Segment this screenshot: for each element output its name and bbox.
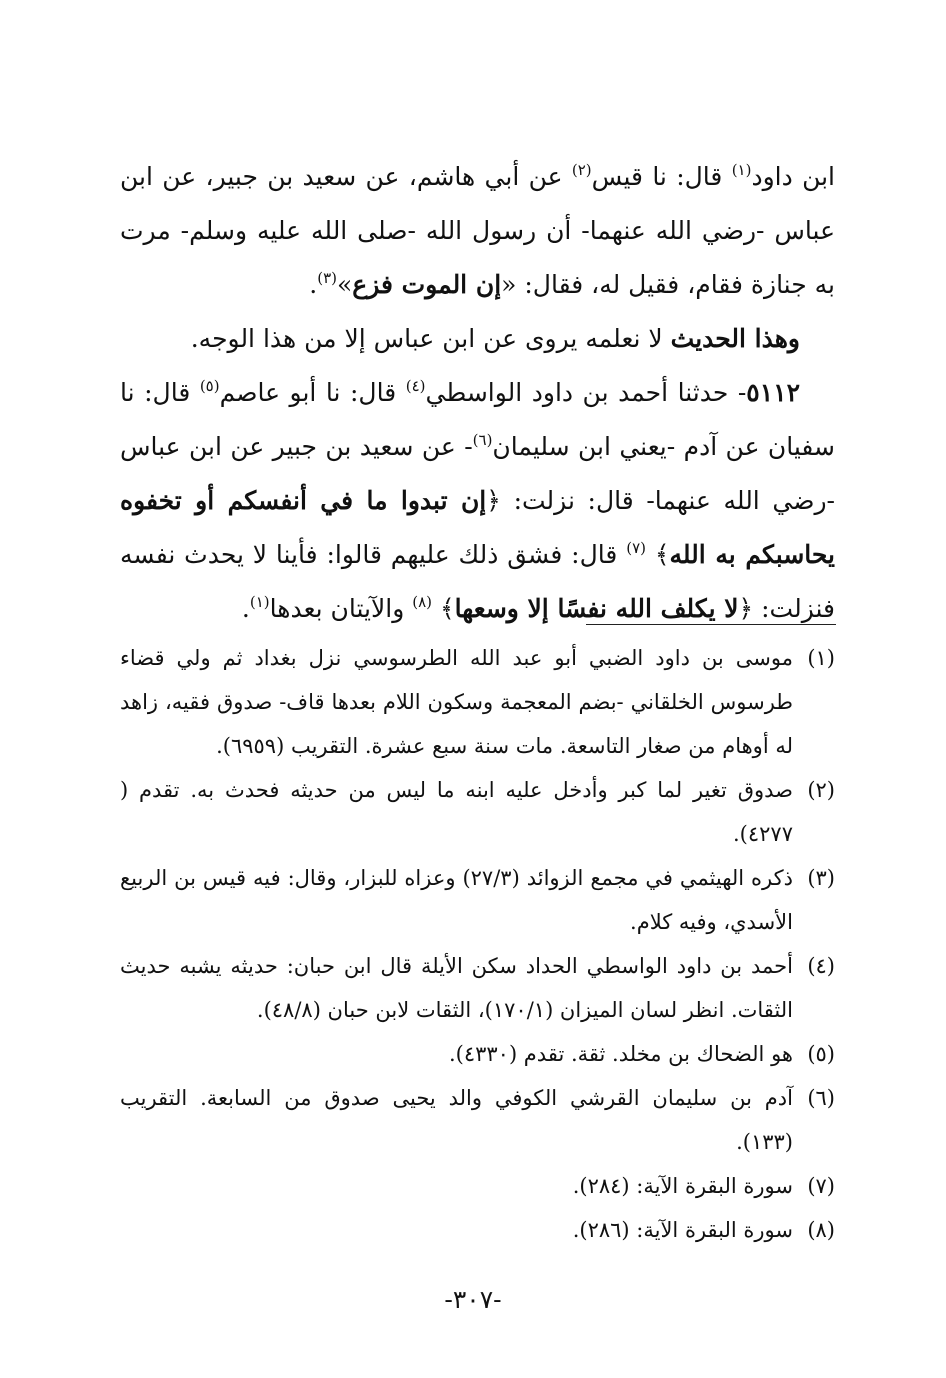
main-text [120, 150, 835, 636]
footnote [120, 636, 835, 768]
footnote-text: سورة البقرة الآية: (٢٨٤). [572, 1174, 793, 1198]
footnote-text: أحمد بن داود الواسطي الحداد سكن الأيلة قال ابن حبان: حديثه يشبه حديث الثقات. انظر لسان الميزان (١٧٠/١)، الثقات لابن حبان (٤٨/٨). [120, 954, 793, 1022]
footnote-ref: (٦) [472, 431, 493, 449]
footnote-number: (٤) [807, 954, 835, 978]
footnote-ref: (٢) [571, 161, 592, 179]
quran-verse: لا يكلف الله نفسًا إلا وسعها [454, 594, 739, 623]
hadith-paragraph-1 [120, 150, 835, 312]
footnote-ref: (٤) [405, 377, 426, 395]
text-run: عن أبي هاشم، عن سعيد بن جبير، عن ابن عباس -رضي الله عنهما- أن رسول الله -صلى الله عليه وسلم- مرت به جنازة فقام، فقيل له، فقال: « [120, 162, 835, 299]
footnote [120, 1076, 835, 1164]
footnote-ref: (٣) [317, 269, 337, 287]
footnote [120, 1208, 835, 1252]
text-run: - عن سعيد بن جبير عن ابن عباس -رضي الله عنهما- قال: نزلت: ﴿ [120, 432, 835, 515]
footnote-text: آدم بن سليمان القرشي الكوفي والد يحيى صدوق من السابعة. التقريب (١٣٣). [120, 1086, 793, 1154]
text-run: والآيتان بعدها [269, 594, 413, 623]
bold-lead: وهذا الحديث [670, 324, 800, 353]
text-run: قال: نا سفيان عن آدم -يعني ابن سليمان [120, 378, 835, 461]
footnote-text: سورة البقرة الآية: (٢٨٦). [572, 1218, 793, 1242]
hadith-paragraph-2 [120, 366, 835, 636]
text-run: لا نعلمه يروى عن ابن عباس إلا من هذا الوجه. [190, 324, 671, 353]
text-run: ابن داود [751, 162, 835, 191]
text-run: - حدثنا أحمد بن داود الواسطي [425, 378, 747, 407]
text-run: ﴾ [432, 594, 455, 623]
footnote-text: صدوق تغير لما كبر وأدخل عليه ابنه ما ليس من حديثه فحدث به. تقدم ( ٤٢٧٧). [120, 778, 793, 846]
footnote-ref: (٨) [412, 593, 433, 611]
footnote-separator [586, 624, 836, 625]
footnote [120, 768, 835, 856]
footnote [120, 1032, 835, 1076]
text-run: . [241, 594, 250, 623]
footnote-ref: (٧) [626, 539, 646, 557]
text-run: » [337, 270, 353, 299]
text-run: ﴾ [645, 540, 670, 569]
footnote-number: (٧) [807, 1174, 835, 1198]
hadith-quote: إن الموت فزع [352, 270, 502, 299]
footnote-number: (٣) [807, 866, 835, 890]
footnotes [120, 636, 835, 1252]
footnote-text: هو الضحاك بن مخلد. ثقة. تقدم (٤٣٣٠). [448, 1042, 793, 1066]
footnote-ref: (١) [249, 593, 270, 611]
text-run: قال: نا قيس [591, 162, 732, 191]
footnote-ref: (٥) [199, 377, 220, 395]
footnote-number: (٥) [807, 1042, 835, 1066]
footnote-number: (٨) [807, 1218, 835, 1242]
footnote-number: (٦) [807, 1086, 835, 1110]
page-number: -٣٠٧- [444, 1285, 502, 1314]
text-run: . [309, 270, 318, 299]
text-run: قال: نا أبو عاصم [219, 378, 406, 407]
footnote [120, 944, 835, 1032]
footnote-number: (١) [807, 646, 835, 670]
footnote [120, 1164, 835, 1208]
text-run: قال: فشق ذلك عليهم قالوا: فأينا لا يحدث نفسه فنزلت: ﴿ [120, 540, 835, 623]
hadith-number: ٥١١٢ [746, 378, 800, 407]
footnote [120, 856, 835, 944]
commentary-paragraph [120, 312, 835, 366]
footnote-text: موسى بن داود الضبي أبو عبد الله الطرسوسي نزل بغداد ثم ولي قضاء طرسوس الخلقاني -بضم المعجمة وسكون اللام بعدها قاف- صدوق فقيه، زاهد له أوهام من صغار التاسعة. مات سنة سبع عشرة. التقريب (٦٩٥٩). [120, 646, 793, 758]
footnote-ref: (١) [731, 161, 752, 179]
footnote-number: (٢) [807, 778, 835, 802]
footnote-text: ذكره الهيثمي في مجمع الزوائد (٢٧/٣) وعزاه للبزار، وقال: فيه قيس بن الربيع الأسدي، وفيه كلام. [120, 866, 793, 934]
quran-verse: إن تبدوا ما في أنفسكم أو تخفوه يحاسبكم به الله [120, 486, 835, 569]
